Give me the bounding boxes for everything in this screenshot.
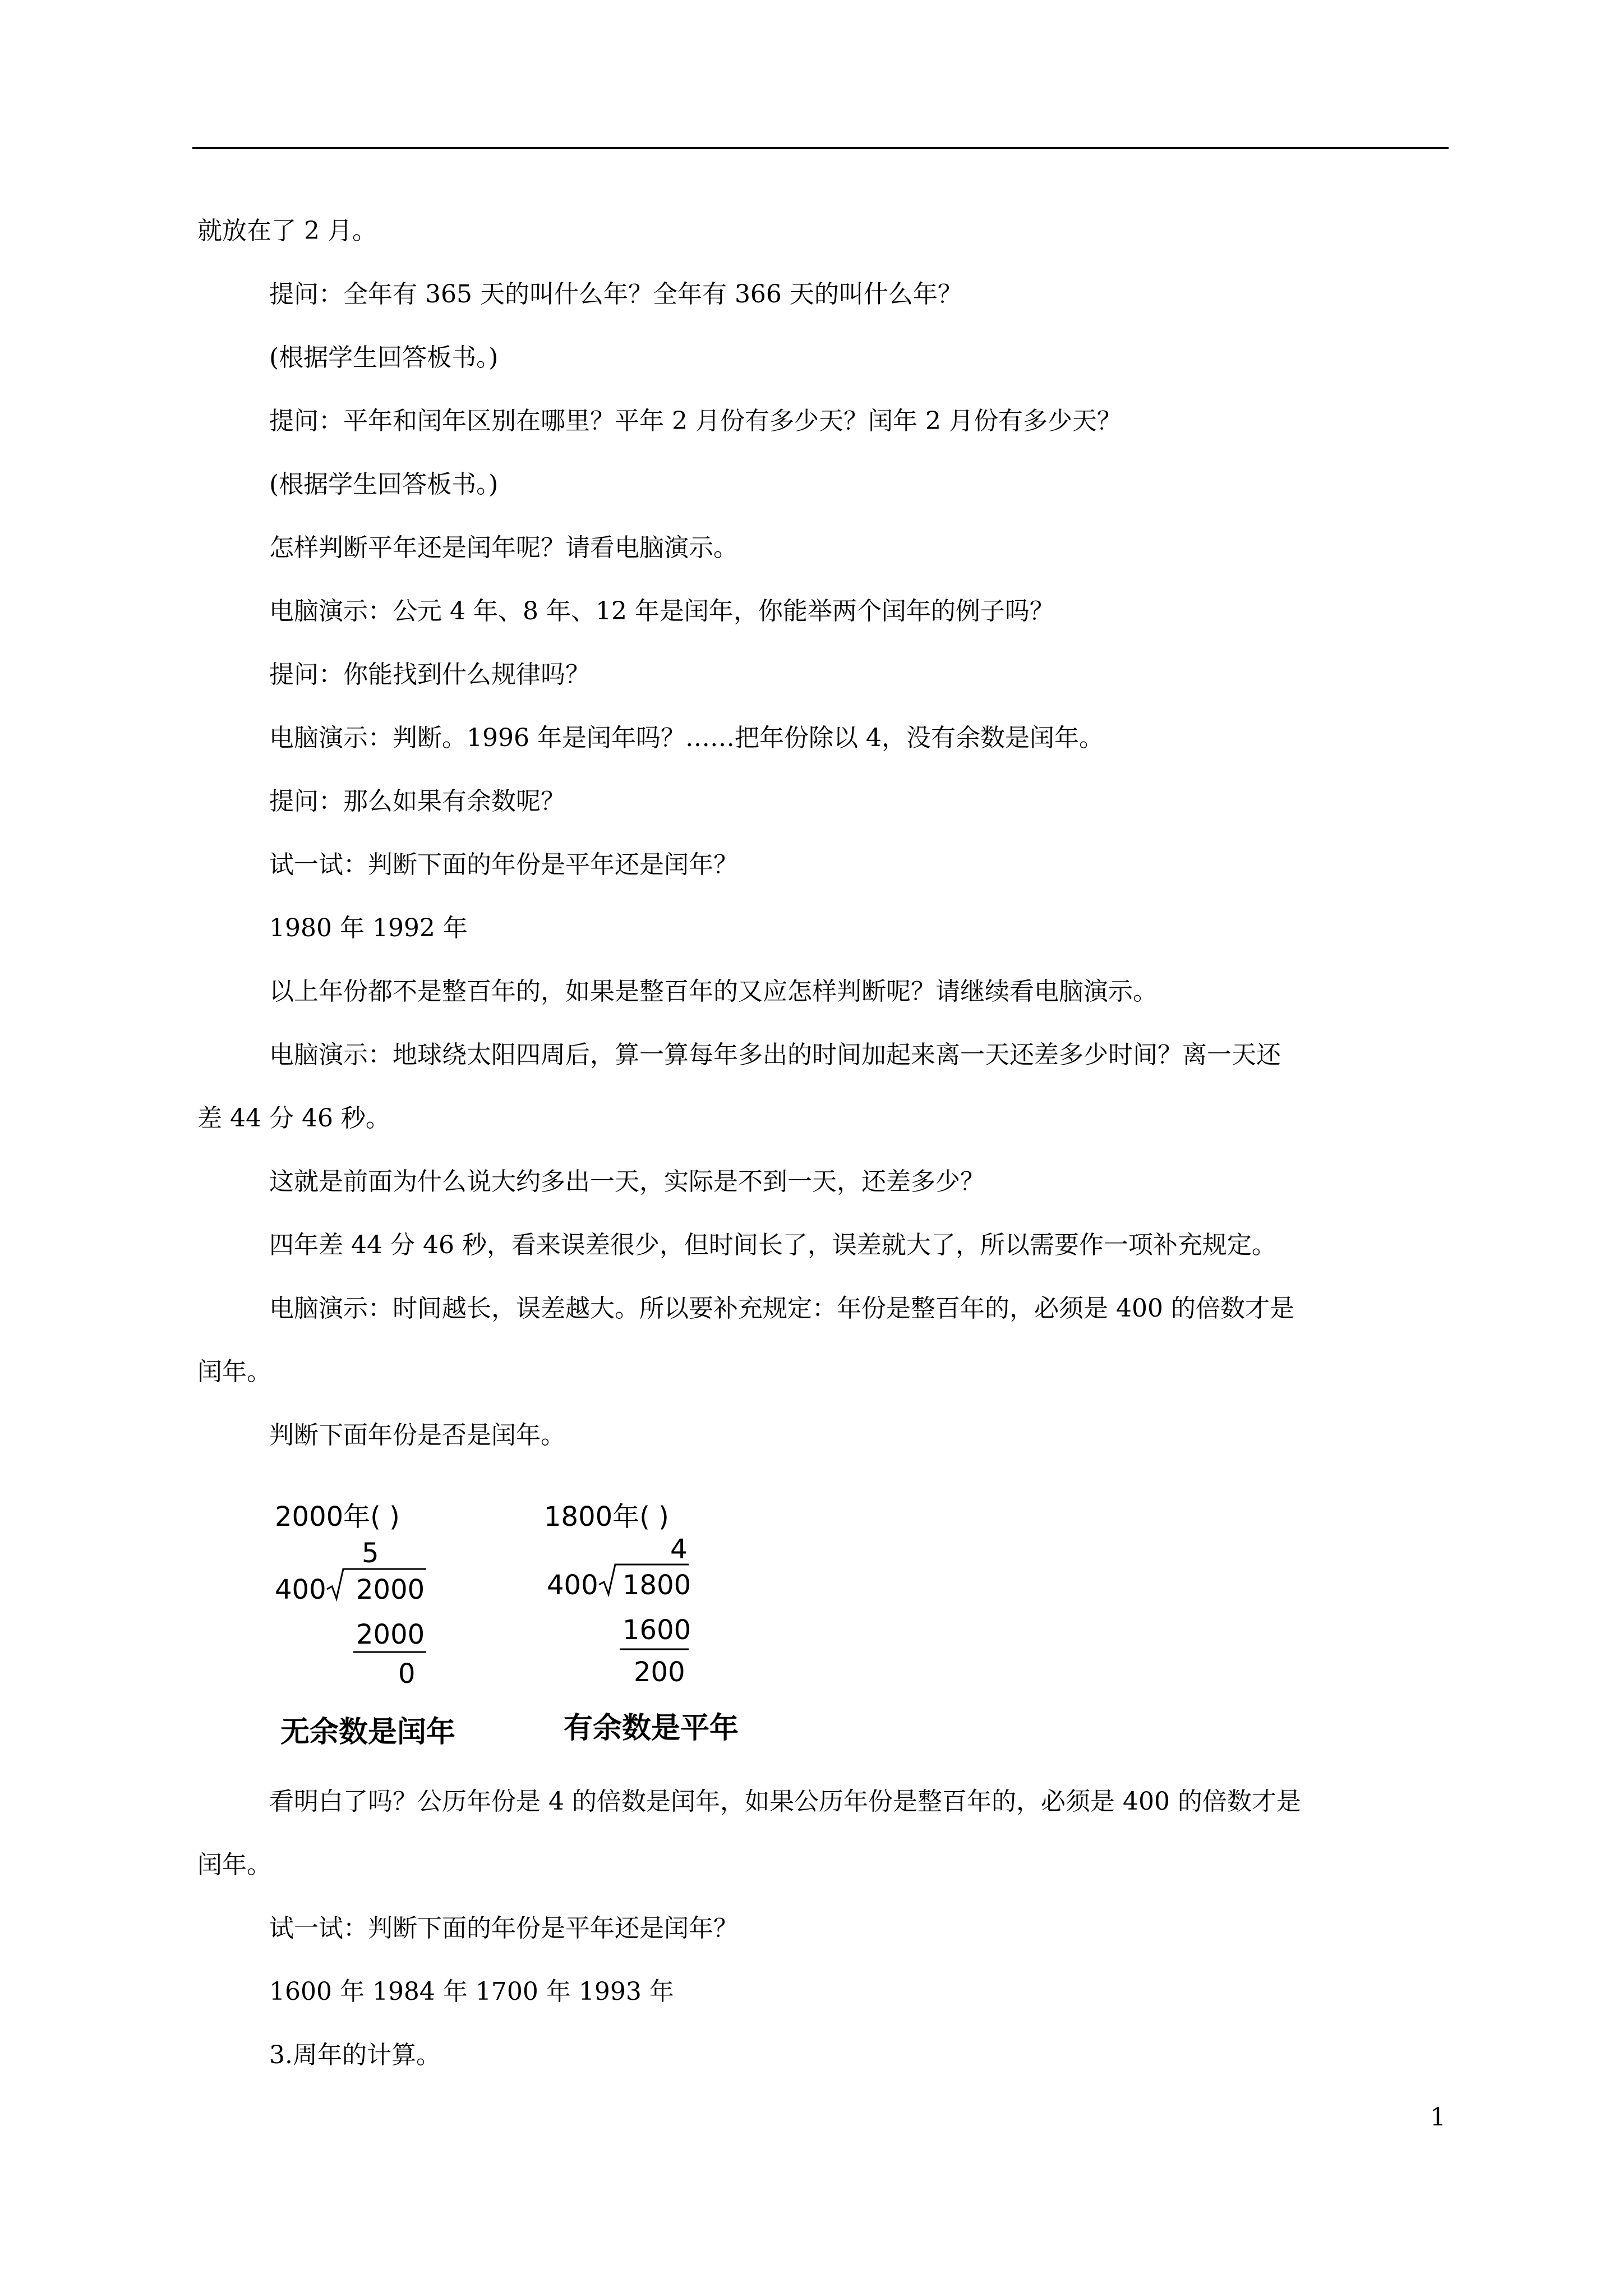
note-board-writing: (根据学生回答板书。) (269, 470, 499, 499)
question-remainder: 提问：那么如果有余数呢？ (269, 787, 565, 816)
question-difference: 提问：平年和闰年区别在哪里？平年 2 月份有多少天？闰年 2 月份有多少天？ (269, 407, 1122, 435)
left-remainder: 0 (398, 1658, 416, 1690)
exercise-prompt: 试一试：判断下面的年份是平年还是闰年？ (269, 850, 738, 879)
summary-rule-line2: 闰年。 (197, 1851, 271, 1879)
summary-rule-line1: 看明白了吗？公历年份是 4 的倍数是闰年，如果公历年份是整百年的，必须是 400 的倍数才是 (269, 1787, 1301, 1816)
paragraph-continuation: 就放在了 2 月。 (197, 217, 377, 245)
century-year-intro: 以上年份都不是整百年的，如果是整百年的又应怎样判断呢？请继续看电脑演示。 (269, 977, 1158, 1006)
section-heading-anniversary: 3.周年的计算。 (269, 2041, 441, 2069)
left-product: 2000 (356, 1619, 425, 1650)
long-division-figure (258, 1492, 774, 1773)
demo-supplement-rule-line1: 电脑演示：时间越长，误差越大。所以要补充规定：年份是整百年的，必须是 400 的倍数才是 (269, 1294, 1294, 1323)
long-division-svg (258, 1492, 774, 1773)
exercise-years-2: 1600 年 1984 年 1700 年 1993 年 (269, 1977, 674, 2006)
page-number: 1 (1430, 2103, 1446, 2132)
right-product: 1600 (623, 1614, 691, 1646)
demo-supplement-rule-line2: 闰年。 (197, 1358, 271, 1386)
right-divisor: 400 (547, 1570, 598, 1601)
left-conclusion: 无余数是闰年 (280, 1715, 456, 1749)
left-divisor: 400 (275, 1574, 326, 1605)
demo-leap-year-examples: 电脑演示：公元 4 年、8 年、12 年是闰年，你能举两个闰年的例子吗？ (269, 597, 1054, 625)
right-dividend: 1800 (623, 1570, 691, 1601)
left-heading: 2000年( ) (275, 1501, 400, 1533)
header-rule (192, 147, 1449, 149)
explanation-error: 四年差 44 分 46 秒，看来误差很少，但时间长了，误差就大了，所以需要作一项补充规定。 (269, 1231, 1276, 1259)
demo-earth-orbit-line1: 电脑演示：地球绕太阳四周后，算一算每年多出的时间加起来离一天还差多少时间？离一天还 (269, 1041, 1281, 1069)
question-year-days: 提问：全年有 365 天的叫什么年？全年有 366 天的叫什么年？ (269, 280, 962, 309)
right-conclusion: 有余数是平年 (564, 1711, 739, 1745)
exercise-years: 1980 年 1992 年 (269, 914, 468, 942)
right-heading: 1800年( ) (544, 1501, 669, 1533)
exercise-prompt-2: 试一试：判断下面的年份是平年还是闰年？ (269, 1914, 738, 1943)
right-remainder: 200 (634, 1657, 685, 1688)
demo-divide-by-four: 电脑演示：判断。1996 年是闰年吗？……把年份除以 4，没有余数是闰年。 (269, 724, 1104, 752)
left-dividend: 2000 (356, 1574, 425, 1605)
left-quotient: 5 (362, 1538, 379, 1569)
demo-earth-orbit-line2: 差 44 分 46 秒。 (197, 1104, 390, 1133)
intro-judge-leap-year: 怎样判断平年还是闰年呢？请看电脑演示。 (269, 533, 738, 562)
question-rule: 提问：你能找到什么规律吗？ (269, 660, 590, 689)
explanation-less-than-day: 这就是前面为什么说大约多出一天，实际是不到一天，还差多少？ (269, 1167, 985, 1196)
judge-prompt: 判断下面年份是否是闰年。 (269, 1421, 565, 1450)
right-quotient: 4 (670, 1534, 688, 1565)
note-board-writing: (根据学生回答板书。) (269, 343, 499, 372)
